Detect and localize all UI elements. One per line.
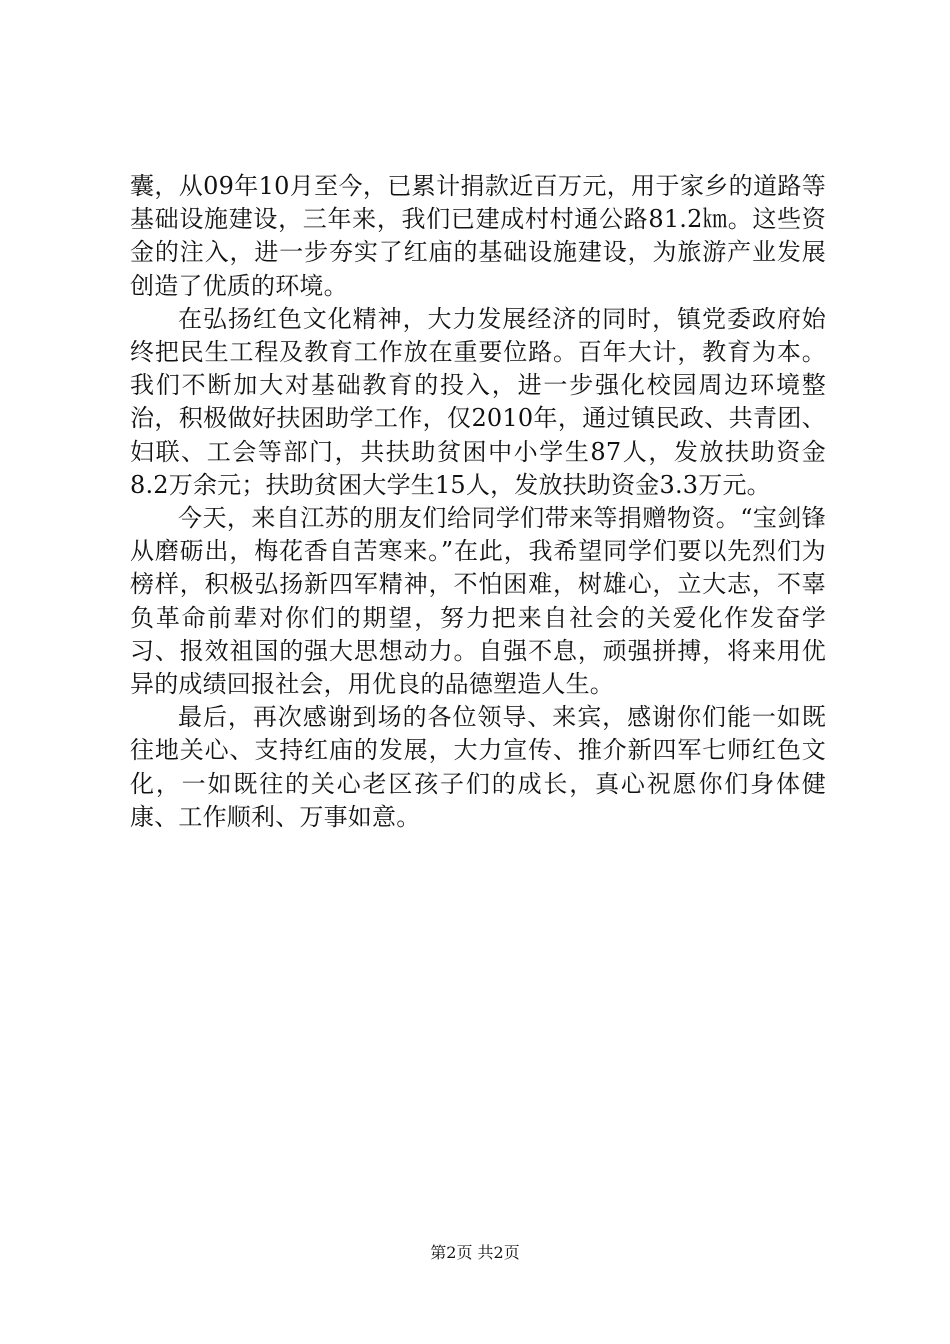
paragraph-donation: 今天，来自江苏的朋友们给同学们带来等捐赠物资。“宝剑锋从磨砺出，梅花香自苦寒来。”在此，我希望同学们要以先烈们为榜样，积极弘扬新四军精神，不怕困难，树雄心，立大志，不辜负革命前辈对你们的期望，努力把来自社会的关爱化作发奋学习、报效祖国的强大思想动力。自强不息，顽强拼搏，将来用优异的成绩回报社会，用优良的品德塑造人生。 bbox=[130, 504, 826, 699]
paragraph-closing: 最后，再次感谢到场的各位领导、来宾，感谢你们能一如既往地关心、支持红庙的发展，大力宣传、推介新四军七师红色文化，一如既往的关心老区孩子们的成长，真心祝愿你们身体健康、工作顺利、万事如意。 bbox=[130, 703, 826, 831]
paragraph-education: 在弘扬红色文化精神，大力发展经济的同时，镇党委政府始终把民生工程及教育工作放在重要位路。百年大计，教育为本。我们不断加大对基础教育的投入，进一步强化校园周边环境整治，积极做好扶困助学工作，仅2010年，通过镇民政、共青团、妇联、工会等部门，共扶助贫困中小学生87人，发放扶助资金8.2万余元；扶助贫困大学生15人，发放扶助资金3.3万元。 bbox=[130, 304, 826, 499]
page-footer: 第2页 共2页 bbox=[430, 1243, 520, 1262]
document-body bbox=[130, 170, 826, 834]
paragraph-continued: 囊，从09年10月至今，已累计捐款近百万元，用于家乡的道路等基础设施建设，三年来，我们已建成村村通公路81.2㎞。这些资金的注入，进一步夯实了红庙的基础设施建设，为旅游产业发展创造了优质的环境。 bbox=[130, 172, 826, 300]
